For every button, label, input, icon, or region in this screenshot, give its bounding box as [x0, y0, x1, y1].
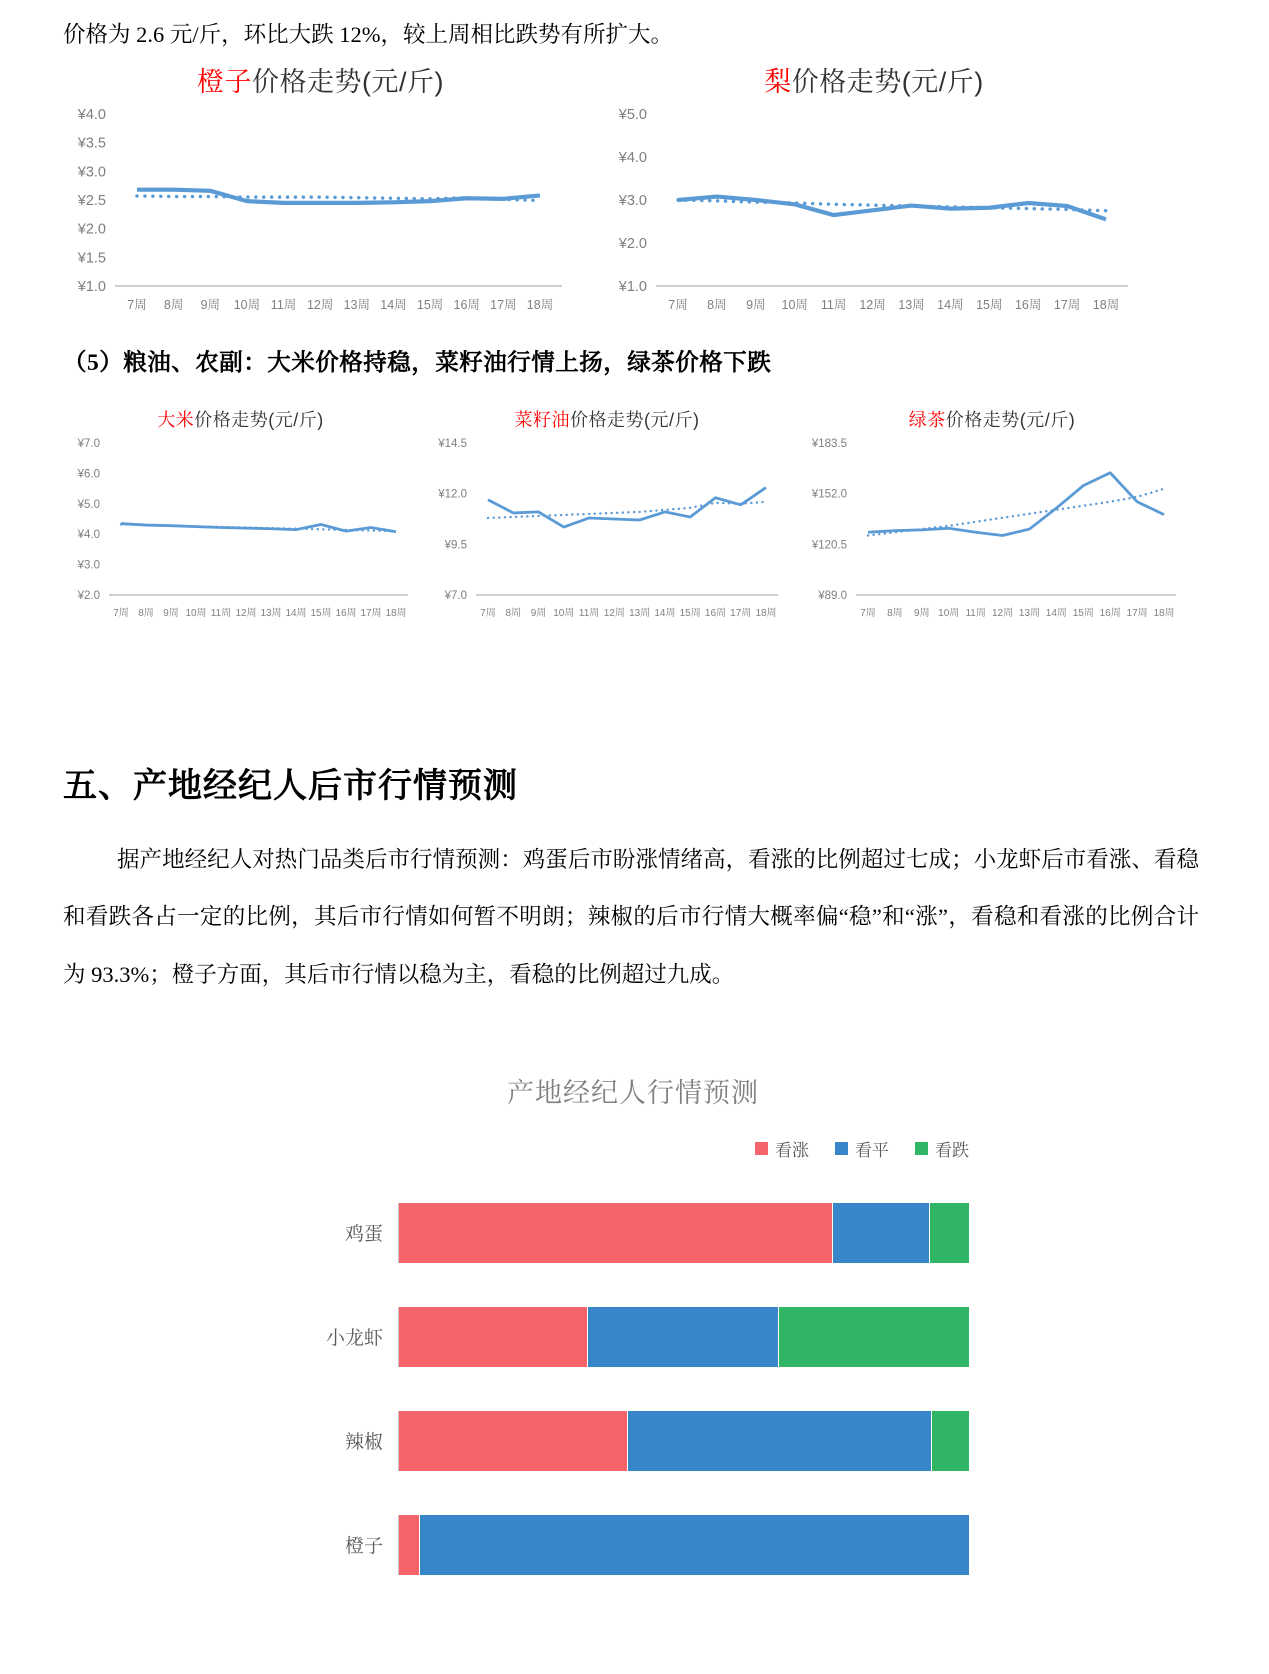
bar-segment-看涨: [399, 1307, 587, 1367]
y-axis-tick-label: ¥1.5: [77, 250, 106, 267]
chart-title: [426, 407, 788, 437]
y-axis-tick-label: ¥14.5: [438, 437, 467, 450]
x-axis-tick-label: 11周: [820, 297, 847, 312]
legend-swatch-icon: [835, 1142, 848, 1155]
x-axis-tick-label: 12周: [991, 607, 1014, 619]
x-axis-tick-label: 8周: [163, 297, 184, 312]
y-axis-tick-label: ¥2.5: [77, 192, 106, 209]
chart-title-highlight: 绿茶: [908, 409, 946, 430]
chart-title-rest: 价格走势(元/斤): [194, 409, 324, 430]
bar-chart-rows: [293, 1203, 973, 1575]
section-title: 五、产地经纪人后市行情预测: [63, 767, 518, 805]
x-axis-tick-label: 12周: [603, 607, 625, 619]
x-axis-tick-label: 11周: [965, 607, 986, 619]
legend-label: 看平: [855, 1140, 889, 1160]
legend-item-看跌: [915, 1136, 969, 1161]
bar-segment-看跌: [929, 1203, 969, 1263]
y-axis-tick-label: ¥120.5: [811, 539, 847, 552]
y-axis-tick-label: ¥1.0: [618, 278, 647, 295]
y-axis-tick-label: ¥4.0: [618, 149, 647, 166]
x-axis-tick-label: 10周: [185, 607, 207, 619]
bar-chart-title: 产地经纪人行情预测: [507, 1077, 759, 1108]
y-axis-tick-label: ¥4.0: [77, 106, 106, 123]
x-axis-tick-label: 10周: [781, 297, 808, 312]
x-axis-tick-label: 9周: [163, 607, 179, 619]
y-axis-tick-label: ¥5.0: [618, 106, 647, 123]
bar-segment-看平: [832, 1203, 929, 1263]
x-axis-tick-label: 10周: [938, 607, 960, 619]
bar-chart-legend: [293, 1136, 973, 1161]
x-axis-tick-label: 13周: [343, 297, 371, 312]
forecast-paragraph: 据产地经纪人对热门品类后市行情预测：鸡蛋后市盼涨情绪高，看涨的比例超过七成；小龙虾后市看涨、看稳和看跌各占一定的比例，其后市行情如何暂不明朗；辣椒的后市行情大概率偏“稳”和“涨”，看稳和看涨的比例合计为 93.3%；橙子方面，其后市行情以稳为主，看稳的比例超过九成。: [63, 846, 1199, 987]
solid-price-line: [488, 487, 766, 527]
chart-plot: [604, 106, 1144, 318]
bar-segment-看涨: [399, 1515, 419, 1575]
section5-heading: （5）粮油、农副：大米价格持稳，菜籽油行情上扬，绿茶价格下跌: [63, 349, 772, 376]
x-axis-tick-label: 10周: [233, 297, 261, 312]
x-axis-tick-label: 16周: [335, 607, 357, 619]
bar-row-辣椒: [293, 1411, 973, 1471]
x-axis-tick-label: 14周: [285, 607, 307, 619]
bar-row-小龙虾: [293, 1307, 973, 1367]
x-axis-tick-label: 9周: [746, 297, 766, 312]
chart-title-rest: 价格走势(元/斤): [791, 66, 984, 97]
x-axis-tick-label: 8周: [707, 297, 727, 312]
chart-title-highlight: 橙子: [197, 66, 252, 97]
y-axis-tick-label: ¥2.0: [77, 589, 100, 602]
x-axis-tick-label: 17周: [1053, 297, 1081, 312]
chart-title: [604, 64, 1144, 106]
grain-charts-row: [63, 407, 1199, 630]
y-axis-tick-label: ¥3.0: [618, 192, 647, 209]
rapeseed-oil-price-chart: [426, 407, 788, 630]
x-axis-tick-label: 12周: [859, 297, 886, 312]
chart-plot: [426, 437, 788, 625]
x-axis-tick-label: 15周: [1072, 607, 1094, 619]
y-axis-tick-label: ¥4.0: [77, 528, 100, 541]
orange-price-chart: [63, 64, 578, 323]
x-axis-tick-label: 9周: [200, 297, 220, 312]
x-axis-tick-label: 14周: [937, 297, 964, 312]
x-axis-tick-label: 18周: [1153, 607, 1175, 619]
legend-label: 看涨: [775, 1140, 809, 1160]
bar-track: [398, 1411, 969, 1471]
x-axis-tick-label: 13周: [898, 297, 925, 312]
y-axis-tick-label: ¥7.0: [77, 437, 100, 450]
chart-plot: [796, 437, 1188, 625]
y-axis-tick-label: ¥12.0: [438, 488, 467, 501]
x-axis-tick-label: 7周: [127, 297, 147, 312]
chart-title: [796, 407, 1188, 437]
chart-title-rest: 价格走势(元/斤): [945, 409, 1076, 430]
bar-segment-看平: [587, 1307, 778, 1367]
intro-text: 价格为 2.6 元/斤，环比大跌 12%，较上周相比跌势有所扩大。: [63, 22, 673, 47]
solid-price-line: [137, 189, 540, 202]
x-axis-tick-label: 17周: [360, 607, 382, 619]
x-axis-tick-label: 7周: [480, 607, 496, 619]
chart-plot: [63, 106, 578, 318]
y-axis-tick-label: ¥89.0: [818, 589, 847, 602]
solid-price-line: [868, 473, 1164, 536]
legend-label: 看跌: [935, 1140, 969, 1160]
rice-price-chart: [63, 407, 418, 630]
y-axis-tick-label: ¥3.5: [77, 135, 106, 152]
x-axis-tick-label: 11周: [270, 297, 297, 312]
x-axis-tick-label: 13周: [260, 607, 282, 619]
x-axis-tick-label: 14周: [654, 607, 676, 619]
y-axis-tick-label: ¥3.0: [77, 559, 100, 572]
x-axis-tick-label: 8周: [138, 607, 154, 619]
bar-category-label: 辣椒: [344, 1432, 383, 1454]
x-axis-tick-label: 8周: [887, 607, 903, 619]
x-axis-tick-label: 9周: [530, 607, 547, 619]
x-axis-tick-label: 11周: [210, 607, 232, 619]
x-axis-tick-label: 11周: [578, 607, 600, 619]
bar-category-label: 橙子: [344, 1536, 383, 1558]
legend-item-看涨: [755, 1136, 809, 1161]
chart-title-highlight: 菜籽油: [514, 409, 570, 430]
green-tea-price-chart: [796, 407, 1188, 630]
y-axis-tick-label: ¥3.0: [77, 164, 106, 181]
y-axis-tick-label: ¥183.5: [811, 437, 847, 450]
x-axis-tick-label: 7周: [668, 297, 688, 312]
bar-segment-看平: [627, 1411, 931, 1471]
y-axis-tick-label: ¥2.0: [618, 235, 647, 252]
dotted-trend-line: [488, 502, 766, 518]
bar-category-label: 小龙虾: [325, 1328, 383, 1350]
bar-segment-看跌: [778, 1307, 969, 1367]
bar-row-橙子: [293, 1515, 973, 1575]
x-axis-tick-label: 13周: [629, 607, 651, 619]
y-axis-tick-label: ¥7.0: [444, 589, 467, 602]
y-axis-tick-label: ¥2.0: [77, 221, 106, 238]
x-axis-tick-label: 7周: [860, 607, 876, 619]
x-axis-tick-label: 8周: [505, 607, 522, 619]
x-axis-tick-label: 12周: [306, 297, 334, 312]
chart-title-rest: 价格走势(元/斤): [252, 66, 444, 97]
x-axis-tick-label: 14周: [380, 297, 407, 312]
chart-title: [63, 407, 418, 437]
y-axis-tick-label: ¥152.0: [811, 488, 847, 501]
x-axis-tick-label: 16周: [704, 607, 727, 619]
pear-price-chart: [604, 64, 1144, 323]
chart-title-rest: 价格走势(元/斤): [570, 409, 700, 430]
x-axis-tick-label: 18周: [526, 297, 554, 312]
solid-price-line: [121, 523, 396, 531]
x-axis-tick-label: 14周: [1045, 607, 1067, 619]
legend-swatch-icon: [915, 1142, 928, 1155]
x-axis-tick-label: 17周: [490, 297, 517, 312]
bar-track: [398, 1515, 969, 1575]
chart-title-highlight: 梨: [764, 66, 792, 97]
x-axis-tick-label: 15周: [416, 297, 444, 312]
x-axis-tick-label: 10周: [553, 607, 575, 619]
bar-segment-看平: [419, 1515, 969, 1575]
x-axis-tick-label: 13周: [1018, 607, 1041, 619]
x-axis-tick-label: 16周: [1099, 607, 1121, 619]
x-axis-tick-label: 7周: [113, 607, 129, 619]
bar-segment-看涨: [399, 1411, 627, 1471]
x-axis-tick-label: 15周: [976, 297, 1003, 312]
x-axis-tick-label: 12周: [235, 607, 257, 619]
bar-track: [398, 1203, 969, 1263]
chart-plot: [63, 437, 418, 625]
x-axis-tick-label: 18周: [755, 607, 777, 619]
x-axis-tick-label: 9周: [914, 607, 930, 619]
chart-title: [63, 64, 578, 106]
x-axis-tick-label: 16周: [1014, 297, 1042, 312]
x-axis-tick-label: 16周: [453, 297, 480, 312]
x-axis-tick-label: 15周: [679, 607, 701, 619]
bar-track: [398, 1307, 969, 1367]
y-axis-tick-label: ¥1.0: [77, 278, 106, 295]
x-axis-tick-label: 15周: [310, 607, 332, 619]
y-axis-tick-label: ¥9.5: [444, 539, 467, 552]
bar-segment-看跌: [931, 1411, 969, 1471]
bar-row-鸡蛋: [293, 1203, 973, 1263]
chart-title-highlight: 大米: [157, 409, 195, 430]
x-axis-tick-label: 18周: [1092, 297, 1120, 312]
y-axis-tick-label: ¥5.0: [77, 498, 100, 511]
x-axis-tick-label: 17周: [730, 607, 752, 619]
fruit-charts-row: [63, 64, 1199, 323]
x-axis-tick-label: 18周: [385, 607, 407, 619]
y-axis-tick-label: ¥6.0: [77, 468, 100, 481]
x-axis-tick-label: 17周: [1126, 607, 1148, 619]
broker-forecast-bar-chart: [293, 1071, 973, 1575]
legend-item-看平: [835, 1136, 889, 1161]
dotted-trend-line: [868, 489, 1164, 536]
legend-swatch-icon: [755, 1142, 768, 1155]
bar-category-label: 鸡蛋: [344, 1224, 383, 1246]
bar-segment-看涨: [399, 1203, 832, 1263]
